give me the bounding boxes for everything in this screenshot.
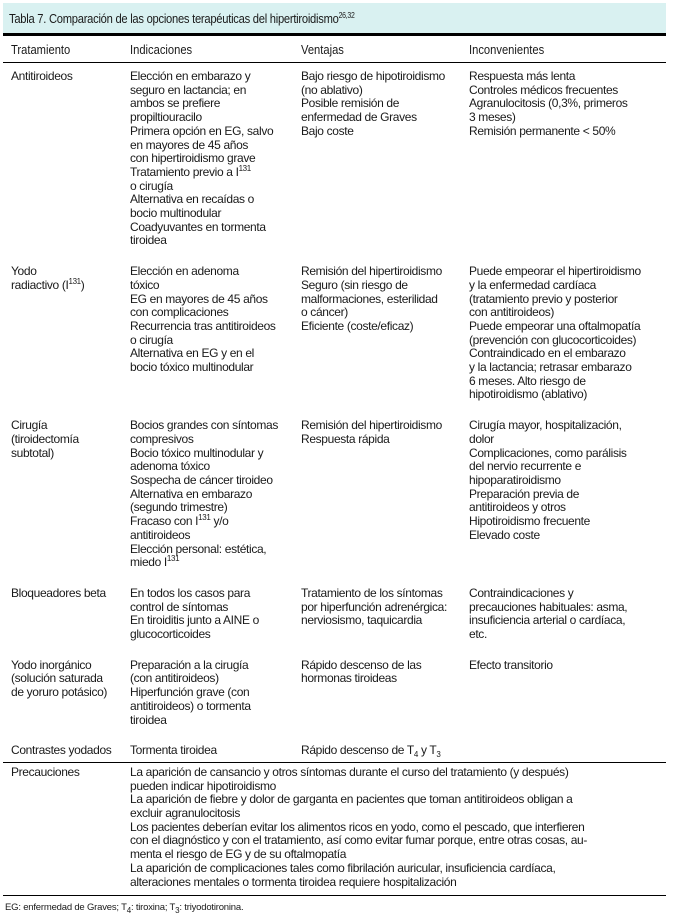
precaution-line: alteraciones mentales o tormenta tiroidea requiere hospitalización xyxy=(130,874,457,889)
cell-line: subtotal) xyxy=(11,445,54,460)
cell-line: Respuesta rápida xyxy=(301,431,390,446)
cell-line: Recurrencia tras antitiroideos xyxy=(130,318,276,333)
cell-line: glucocorticoides xyxy=(130,627,211,642)
cell-line: EG en mayores de 45 años xyxy=(130,291,268,306)
precaution-line: menta el riesgo de EG y de su oftalmopatía xyxy=(130,847,347,862)
cell-line: y la lactancia; retrasar embarazo xyxy=(469,360,632,375)
cell-line: o cáncer) xyxy=(301,305,348,320)
table-container xyxy=(3,3,666,913)
disadvantages-cell xyxy=(469,63,666,261)
cell-line: Hiperfunción grave (con xyxy=(130,685,250,700)
advantages-cell xyxy=(301,63,469,261)
cell-line: Bajo riesgo de hipotiroidismo xyxy=(301,69,445,83)
header-row xyxy=(3,36,666,63)
cell-line: Elección personal: estética, xyxy=(130,541,267,556)
cell-line: Puede empeorar una oftalmopatía xyxy=(469,318,641,333)
cell-line: y la enfermedad cardíaca xyxy=(469,277,597,292)
advantages-cell xyxy=(301,414,469,582)
precaution-line: con el diagnóstico y con el tratamiento, así como evitar fumar porque, entre otras cosas, au- xyxy=(130,833,588,848)
indications-cell xyxy=(130,739,301,762)
table-title: Tabla 7. Comparación de las opciones terapéuticas del hipertiroidismo$^{26,32}$ xyxy=(9,10,355,26)
col-header-tratamiento: Tratamiento xyxy=(11,41,71,57)
table-title-band xyxy=(3,3,666,33)
indications-cell xyxy=(130,260,301,414)
col-header-ventajas: Ventajas xyxy=(301,41,344,57)
title-references: 26,32 xyxy=(338,10,355,20)
cell-line: tiroidea xyxy=(130,233,167,248)
cell-line: hipoparatiroidismo xyxy=(469,472,561,487)
cell-line: o cirugía xyxy=(130,178,173,193)
cell-line: compresivos xyxy=(130,431,194,446)
cell-line: malformaciones, esterilidad xyxy=(301,291,438,306)
table-row xyxy=(3,260,666,414)
cell-line: propiltiouracilo xyxy=(130,110,202,125)
cell-line: Elección en embarazo y xyxy=(130,69,251,83)
cell-line: Antitiroideos xyxy=(11,69,73,83)
indications-cell xyxy=(130,63,301,261)
precautions-row xyxy=(3,762,666,895)
advantages-cell xyxy=(301,582,469,654)
cell-line: control de síntomas xyxy=(130,599,229,614)
cell-line: Remisión del hipertiroidismo xyxy=(301,264,442,279)
cell-line: Alternativa en EG y en el xyxy=(130,346,254,361)
treatment-cell xyxy=(3,414,130,582)
advantages-cell xyxy=(301,654,469,740)
cell-line: Seguro (sin riesgo de xyxy=(301,277,408,292)
table-body xyxy=(3,63,666,896)
cell-line: precauciones habituales: asma, xyxy=(469,599,628,614)
cell-line: Eficiente (coste/eficaz) xyxy=(301,318,414,333)
cell-line: Bocios grandes con síntomas xyxy=(130,418,278,433)
cell-line: Puede empeorar el hipertiroidismo xyxy=(469,264,641,279)
cell-line: Respuesta más lenta xyxy=(469,69,576,83)
cell-line: nerviosismo, taquicardia xyxy=(301,613,422,628)
cell-line: seguro en lactancia; en xyxy=(130,82,247,97)
col-header-inconvenientes: Inconvenientes xyxy=(469,41,545,57)
cell-line: con antitiroideos) xyxy=(469,305,555,320)
cell-line: antitiroideos y otros xyxy=(469,500,566,515)
cell-line: Alternativa en embarazo xyxy=(130,486,253,501)
cell-line: Cirugía xyxy=(11,418,48,433)
cell-line: (solución saturada xyxy=(11,671,103,686)
cell-line: Bocio tóxico multinodular y xyxy=(130,445,264,460)
cell-line: Tratamiento previo a $I^{131}$ xyxy=(130,163,251,179)
cell-line: 3 meses) xyxy=(469,110,516,125)
cell-line: Rápido descenso de las xyxy=(301,657,422,672)
cell-line: Elevado coste xyxy=(469,527,540,542)
cell-line: (tratamiento previo y posterior xyxy=(469,291,618,306)
cell-line: enfermedad de Graves xyxy=(301,110,417,125)
cell-line: Remisión del hipertiroidismo xyxy=(301,418,442,433)
cell-line: Fracaso con $I^{131}$ y/o xyxy=(130,513,229,529)
cell-line: Tratamiento de los síntomas xyxy=(301,585,443,600)
cell-line: antitiroideos xyxy=(130,527,191,542)
cell-line: en mayores de 45 años xyxy=(130,137,249,152)
cell-line: adenoma tóxico xyxy=(130,459,210,474)
cell-line: (no ablativo) xyxy=(301,82,363,97)
disadvantages-cell xyxy=(469,654,666,740)
col-header-indicaciones: Indicaciones xyxy=(130,41,193,57)
cell-line: Agranulocitosis (0,3%, primeros xyxy=(469,96,628,111)
cell-line: (con antitiroideos) xyxy=(130,671,219,686)
cell-line: Remisión permanente < 50% xyxy=(469,123,616,138)
cell-line: (tiroidectomía xyxy=(11,431,79,446)
precaution-line: La aparición de complicaciones tales como fibrilación auricular, insuficiencia cardíaca, xyxy=(130,860,556,875)
cell-line: hormonas tiroideas xyxy=(301,671,397,686)
cell-line: tóxico xyxy=(130,277,160,292)
disadvantages-cell xyxy=(469,739,666,762)
cell-line: etc. xyxy=(469,627,487,642)
cell-line: con complicaciones xyxy=(130,305,229,320)
cell-line: Tormenta tiroidea xyxy=(130,743,217,758)
cell-line: Contraindicaciones y xyxy=(469,585,574,600)
precaution-line: La aparición de fiebre y dolor de garganta en pacientes que toman antitiroideos obligan a xyxy=(130,792,573,807)
cell-line: Yodo inorgánico xyxy=(11,657,92,672)
cell-line: En tiroiditis junto a AINE o xyxy=(130,613,259,628)
cell-line: Bloqueadores beta xyxy=(11,585,106,600)
cell-line: miedo $I^{131}$ xyxy=(130,554,180,570)
cell-line: Alternativa en recaídas o xyxy=(130,192,254,207)
cell-line: Complicaciones, como parálisis xyxy=(469,445,627,460)
cell-line: por hiperfunción adrenérgica: xyxy=(301,599,447,614)
cell-line: ambos se prefiere xyxy=(130,96,221,111)
cell-line: del nervio recurrente e xyxy=(469,459,582,474)
therapy-comparison-table xyxy=(3,36,666,896)
cell-line: Contrastes yodados xyxy=(11,743,112,758)
cell-line: Preparación previa de xyxy=(469,486,580,501)
cell-line: Cirugía mayor, hospitalización, xyxy=(469,418,622,433)
cell-line: (segundo trimestre) xyxy=(130,500,228,515)
cell-line: Contraindicado en el embarazo xyxy=(469,346,626,361)
cell-line: Efecto transitorio xyxy=(469,657,553,672)
cell-line: bocio multinodular xyxy=(130,206,222,221)
cell-line: 6 meses. Alto riesgo de xyxy=(469,373,586,388)
cell-line: insuficiencia arterial o cardíaca, xyxy=(469,613,626,628)
cell-line: hipotiroidismo (ablativo) xyxy=(469,387,587,402)
cell-line: Rápido descenso de $T_4$ y $T_3$ xyxy=(301,743,441,760)
table-row xyxy=(3,654,666,740)
cell-line: (prevención con glucocorticoides) xyxy=(469,332,637,347)
cell-line: tiroidea xyxy=(130,712,167,727)
cell-line: o cirugía xyxy=(130,332,173,347)
treatment-cell xyxy=(3,260,130,414)
precaution-line: Los pacientes deberían evitar los alimentos ricos en yodo, como el pescado, que interfieren xyxy=(130,819,585,834)
cell-line: Bajo coste xyxy=(301,123,354,138)
cell-line: radiactivo $(I^{131})$ xyxy=(11,276,85,292)
disadvantages-cell xyxy=(469,260,666,414)
cell-line: Controles médicos frecuentes xyxy=(469,82,618,97)
table-row xyxy=(3,63,666,261)
treatment-cell xyxy=(3,739,130,762)
precautions-text xyxy=(130,762,666,895)
indications-cell xyxy=(130,414,301,582)
precautions-label: Precauciones xyxy=(3,762,130,895)
treatment-cell xyxy=(3,582,130,654)
cell-line: antitiroideos) o tormenta xyxy=(130,698,251,713)
cell-line: Coadyuvantes en tormenta xyxy=(130,219,266,234)
cell-line: de yoruro potásico) xyxy=(11,685,108,700)
cell-line: Primera opción en EG, salvo xyxy=(130,123,274,138)
cell-line: Hipotiroidismo frecuente xyxy=(469,514,590,529)
cell-line: Sospecha de cáncer tiroideo xyxy=(130,472,273,487)
precaution-line: excluir agranulocitosis xyxy=(130,806,241,821)
precaution-line: pueden indicar hipotiroidismo xyxy=(130,778,276,793)
treatment-cell xyxy=(3,654,130,740)
indications-cell xyxy=(130,654,301,740)
disadvantages-cell xyxy=(469,414,666,582)
table-footnote: EG: enfermedad de Graves; $T_4$: tiroxina; $T_3$: triyodotironina. xyxy=(5,902,244,915)
cell-line: Elección en adenoma xyxy=(130,264,239,279)
precaution-line: La aparición de cansancio y otros síntomas durante el curso del tratamiento (y después) xyxy=(130,764,569,779)
cell-line: bocio tóxico multinodular xyxy=(130,360,254,375)
advantages-cell xyxy=(301,739,469,762)
cell-line: En todos los casos para xyxy=(130,585,251,600)
cell-line: Yodo xyxy=(11,264,37,279)
disadvantages-cell xyxy=(469,582,666,654)
cell-line: dolor xyxy=(469,431,494,446)
treatment-cell xyxy=(3,63,130,261)
cell-line: con hipertiroidismo grave xyxy=(130,151,256,166)
advantages-cell xyxy=(301,260,469,414)
table-row xyxy=(3,414,666,582)
indications-cell xyxy=(130,582,301,654)
table-row xyxy=(3,582,666,654)
table-row xyxy=(3,739,666,762)
cell-line: Preparación a la cirugía xyxy=(130,657,249,672)
cell-line: Posible remisión de xyxy=(301,96,400,111)
